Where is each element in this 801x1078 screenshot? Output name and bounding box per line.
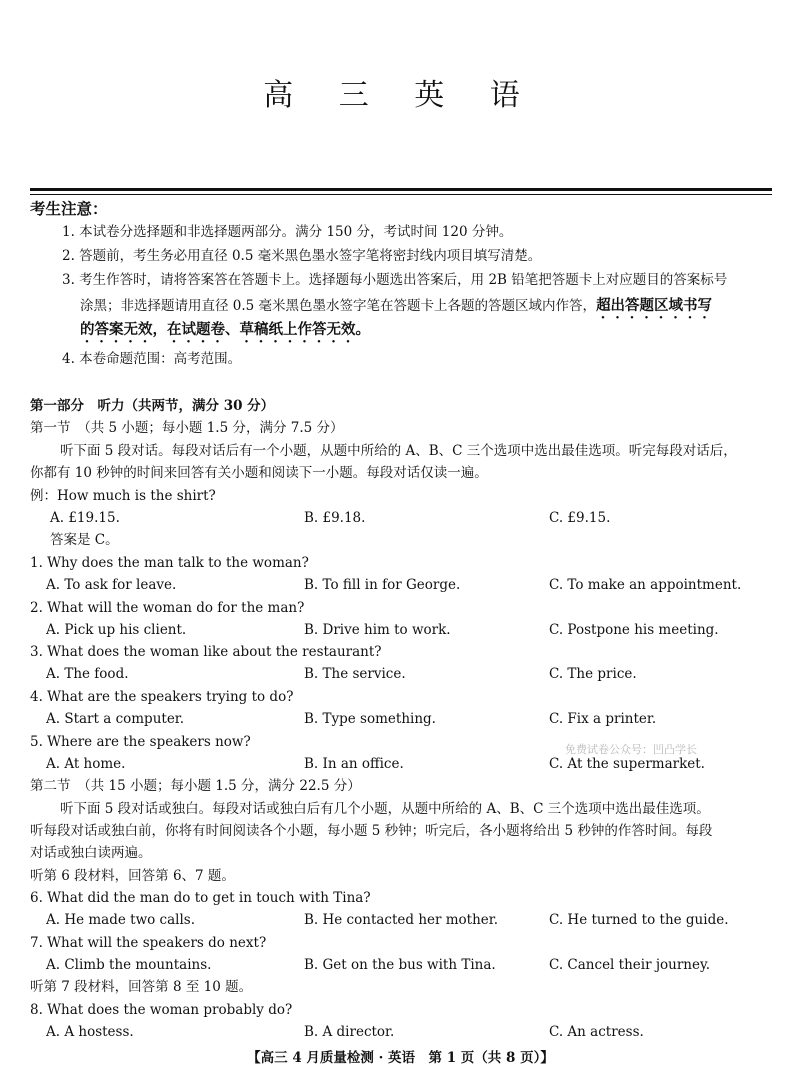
q3-option-a: A. The food. (46, 666, 129, 682)
section2-instruction-1: 听下面 5 段对话或独白。每段对话或独白后有几个小题，从题中所给的 A、B、C 三个选项中选出最佳选项。 (60, 801, 710, 817)
q5-option-a: A. At home. (46, 756, 126, 772)
q7-option-b: B. Get on the bus with Tina. (304, 957, 496, 973)
q6-option-a: A. He made two calls. (46, 912, 196, 928)
q4-option-a: A. Start a computer. (46, 711, 185, 727)
notice-emphasis-1: 超出答题区域书写 (596, 298, 713, 314)
page-footer: 【高三 4 月质量检测 · 英语 第 1 页（共 8 页）】 (247, 1050, 554, 1066)
notice-heading: 考生注意： (30, 199, 108, 218)
question-5: 5. Where are the speakers now? (30, 734, 251, 750)
q4-option-c: C. Fix a printer. (549, 711, 657, 727)
q1-option-c: C. To make an appointment. (549, 577, 742, 593)
q8-option-a: A. A hostess. (46, 1024, 134, 1040)
q1-option-a: A. To ask for leave. (46, 577, 177, 593)
question-4: 4. What are the speakers trying to do? (30, 689, 294, 705)
example-option-c: C. £9.15. (549, 510, 611, 526)
q8-option-b: B. A director. (304, 1024, 395, 1040)
q3-option-c: C. The price. (549, 666, 637, 682)
q2-option-c: C. Postpone his meeting. (549, 622, 719, 638)
q1-option-b: B. To fill in for George. (304, 577, 461, 593)
section2-heading: 第二节 （共 15 小题；每小题 1.5 分，满分 22.5 分） (30, 778, 361, 794)
question-6: 6. What did the man do to get in touch with Tina? (30, 890, 371, 906)
notice-item-1: 1. 本试卷分选择题和非选择题两部分。满分 150 分，考试时间 120 分钟。 (62, 224, 513, 240)
part1-heading: 第一部分 听力（共两节，满分 30 分） (30, 398, 275, 414)
notice-item-2: 2. 答题前，考生务必用直径 0.5 毫米黑色墨水签字笔将密封线内项目填写清楚。 (62, 248, 542, 264)
q7-option-a: A. Climb the mountains. (46, 957, 212, 973)
q7-option-c: C. Cancel their journey. (549, 957, 711, 973)
question-1: 1. Why does the man talk to the woman? (30, 555, 309, 571)
watermark-text: 免费试卷公众号：凹凸学长 (565, 743, 697, 756)
notice-item-3: 3. 考生作答时，请将答案答在答题卡上。选择题每小题选出答案后，用 2B 铅笔把答题卡上对应题目的答案标号 (62, 272, 728, 288)
example-question: 例：How much is the shirt? (30, 488, 216, 504)
section2-instruction-2: 听每段对话或独白前，你将有时间阅读各个小题，每小题 5 秒钟；听完后，各小题将给出 5 秒钟的作答时间。每段 (30, 823, 713, 839)
section1-heading: 第一节 （共 5 小题；每小题 1.5 分，满分 7.5 分） (30, 420, 344, 436)
section1-instruction-1: 听下面 5 段对话。每段对话后有一个小题，从题中所给的 A、B、C 三个选项中选出最佳选项。听完每段对话后， (60, 443, 737, 459)
example-option-a: A. £19.15. (50, 510, 120, 526)
q6-option-c: C. He turned to the guide. (549, 912, 729, 928)
example-answer: 答案是 C。 (50, 532, 119, 548)
section1-instruction-2: 你都有 10 秒钟的时间来回答有关小题和阅读下一小题。每段对话仅读一遍。 (30, 465, 488, 481)
q6-option-b: B. He contacted her mother. (304, 912, 499, 928)
notice-item-3-line2 (80, 296, 712, 322)
notice-item-4: 4. 本卷命题范围：高考范围。 (62, 351, 242, 367)
q2-option-b: B. Drive him to work. (304, 622, 451, 638)
header-rule-thin (30, 194, 772, 195)
header-rule-thick (30, 188, 772, 191)
q8-option-c: C. An actress. (549, 1024, 644, 1040)
notice-emphasis-2: 的答案无效，在试题卷、草稿纸上作答无效。 (80, 322, 370, 338)
q3-option-b: B. The service. (304, 666, 406, 682)
q5-option-b: B. In an office. (304, 756, 404, 772)
notice-item-3-text: 涂黑；非选择题请用直径 0.5 毫米黑色墨水签字笔在答题卡上各题的答题区域内作答， (80, 298, 597, 314)
section2-instruction-3: 对话或独白读两遍。 (30, 845, 152, 861)
q5-option-c: C. At the supermarket. (549, 756, 705, 772)
question-7: 7. What will the speakers do next? (30, 935, 267, 951)
material-6-note: 听第 6 段材料，回答第 6、7 题。 (30, 868, 235, 884)
page-title: 高 三 英 语 (263, 78, 538, 113)
q4-option-b: B. Type something. (304, 711, 436, 727)
material-7-note: 听第 7 段材料，回答第 8 至 10 题。 (30, 979, 253, 995)
question-3: 3. What does the woman like about the restaurant? (30, 644, 382, 660)
q2-option-a: A. Pick up his client. (46, 622, 187, 638)
example-option-b: B. £9.18. (304, 510, 366, 526)
question-8: 8. What does the woman probably do? (30, 1002, 293, 1018)
question-2: 2. What will the woman do for the man? (30, 600, 305, 616)
